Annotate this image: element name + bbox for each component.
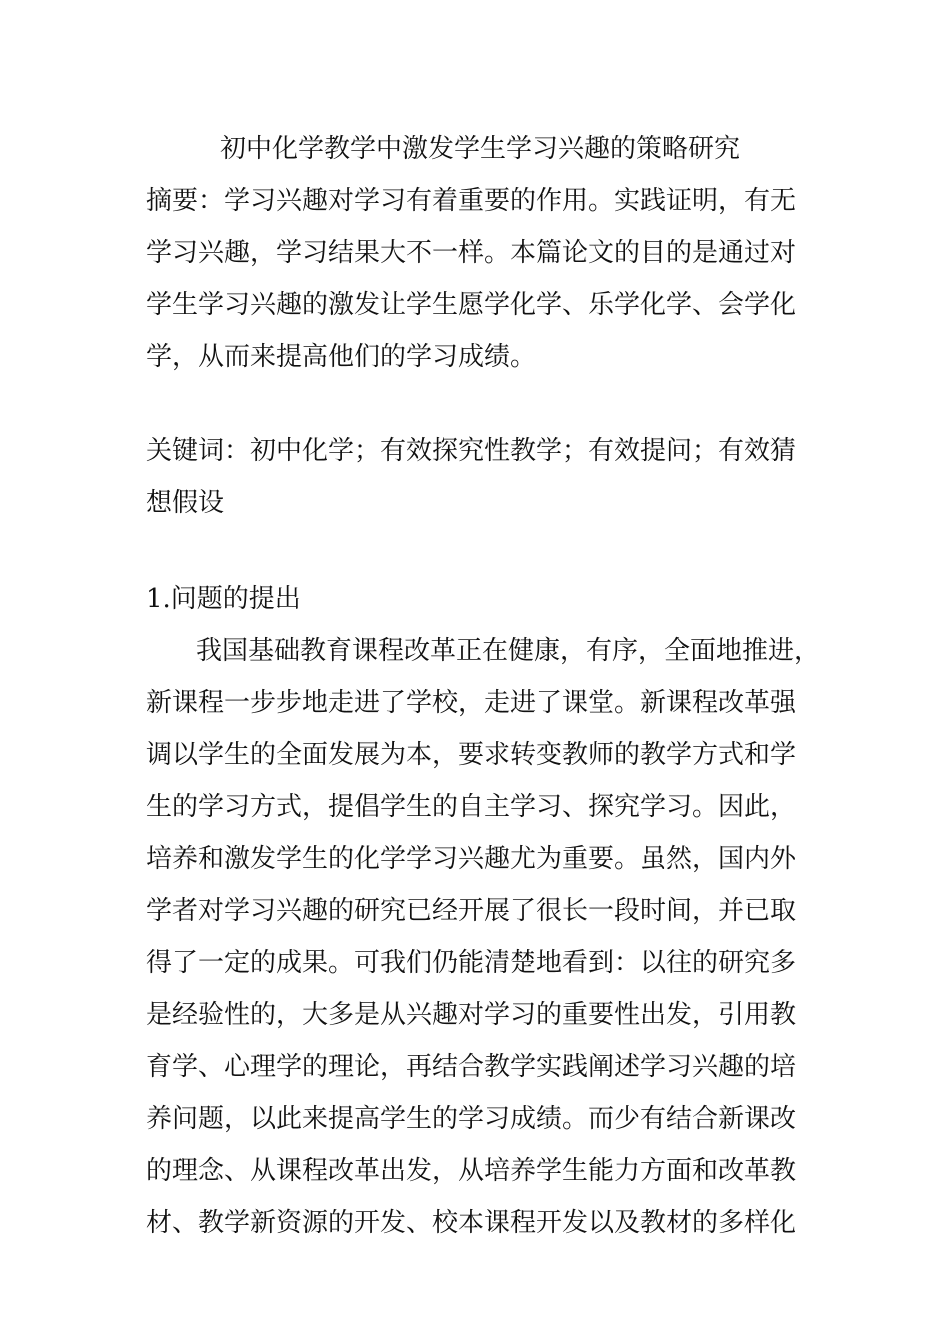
abstract-line: 学，从而来提高他们的学习成绩。 bbox=[146, 342, 537, 372]
document-title: 初中化学教学中激发学生学习兴趣的策略研究 bbox=[220, 134, 741, 164]
paragraph-line: 新课程一步步地走进了学校，走进了课堂。新课程改革强 bbox=[146, 688, 797, 718]
paragraph-line: 学者对学习兴趣的研究已经开展了很长一段时间，并已取 bbox=[146, 896, 797, 926]
paragraph-line: 养问题，以此来提高学生的学习成绩。而少有结合新课改 bbox=[146, 1104, 797, 1134]
paragraph-line: 育学、心理学的理论，再结合教学实践阐述学习兴趣的培 bbox=[146, 1052, 797, 1082]
paragraph-line: 的理念、从课程改革出发，从培养学生能力方面和改革教 bbox=[146, 1156, 797, 1186]
keywords-line: 关键词：初中化学；有效探究性教学；有效提问；有效猜 bbox=[146, 436, 797, 466]
paragraph-line: 培养和激发学生的化学学习兴趣尤为重要。虽然，国内外 bbox=[146, 844, 797, 874]
paragraph-line: 我国基础教育课程改革正在健康，有序，全面地推进， bbox=[196, 636, 821, 666]
section-heading: 1.问题的提出 bbox=[146, 584, 301, 614]
abstract-line: 学生学习兴趣的激发让学生愿学化学、乐学化学、会学化 bbox=[146, 290, 797, 320]
abstract-line: 摘要：学习兴趣对学习有着重要的作用。实践证明，有无 bbox=[146, 186, 797, 216]
paragraph-line: 是经验性的，大多是从兴趣对学习的重要性出发，引用教 bbox=[146, 1000, 797, 1030]
paragraph-line: 生的学习方式，提倡学生的自主学习、探究学习。因此， bbox=[146, 792, 797, 822]
paragraph-line: 材、教学新资源的开发、校本课程开发以及教材的多样化 bbox=[146, 1208, 797, 1238]
keywords-line: 想假设 bbox=[146, 488, 225, 518]
paragraph-line: 得了一定的成果。可我们仍能清楚地看到：以往的研究多 bbox=[146, 948, 797, 978]
paragraph-line: 调以学生的全面发展为本，要求转变教师的教学方式和学 bbox=[146, 740, 797, 770]
abstract-line: 学习兴趣，学习结果大不一样。本篇论文的目的是通过对 bbox=[146, 238, 797, 268]
